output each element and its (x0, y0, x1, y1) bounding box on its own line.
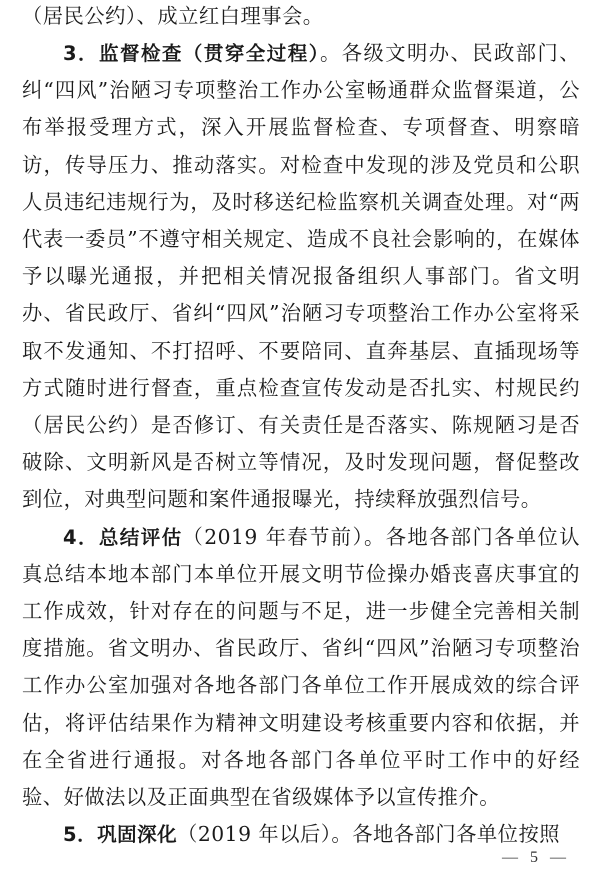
section-4-text: 。各地各部门各单位认真总结本地本部门本单位开展文明节俭操办婚丧喜庆事宜的工作成效，针对存在的问题与不足，进一步健全完善相关制度措施。省文明办、省民政厅、省纠“四风”治陋习专项整治工作办公室加强对各地各部门各单位工作开展成效的综合评估，将评估结果作为精神文明建设考核重要内容和依据，并在全省进行通报。对各地各部门各单位平时工作中的好经验、好做法以及正面典型在省级媒体予以宣传推介。 (22, 524, 580, 810)
section-5-paragraph (22, 816, 580, 853)
opening-line-text: （居民公约）、成立红白理事会。 (22, 4, 324, 28)
section-5-heading: 5．巩固深化 (63, 823, 178, 847)
continued-paragraph (22, 0, 580, 35)
section-3-subheading: （贯穿全过程） (182, 42, 320, 65)
section-3-paragraph (22, 35, 580, 519)
section-5-subheading: （2019 年以后） (177, 822, 332, 847)
section-4-paragraph (22, 519, 580, 817)
section-3-heading: 3．监督检查 (63, 42, 183, 65)
section-3-text: 。各级文明办、民政部门、纠“四风”治陋习专项整治工作办公室畅通群众监督渠道，公布举报受理方式，深入开展监督检查、专项督查、明察暗访，传导压力、推动落实。对检查中发现的涉及党员和公职人员违纪违规行为，及时移送纪检监察机关调查处理。对“两代表一委员”不遵守相关规定、造成不良社会影响的，在媒体予以曝光通报，并把相关情况报备组织人事部门。省文明办、省民政厅、省纠“四风”治陋习专项整治工作办公室将采取不发通知、不打招呼、不要陪同、直奔基层、直插现场等方式随时进行督查，重点检查宣传发动是否扎实、村规民约（居民公约）是否修订、有关责任是否落实、陈规陋习是否破除、文明新风是否树立等情况，及时发现问题，督促整改到位，对典型问题和案件通报曝光，持续释放强烈信号。 (22, 41, 580, 512)
section-4-heading: 4．总结评估 (63, 525, 183, 549)
section-4-subheading: （2019 年春节前） (182, 524, 364, 549)
document-body (22, 35, 580, 853)
page-number: — 5 — (502, 849, 570, 866)
section-5-text: 。各地各部门各单位按照 (331, 822, 561, 847)
